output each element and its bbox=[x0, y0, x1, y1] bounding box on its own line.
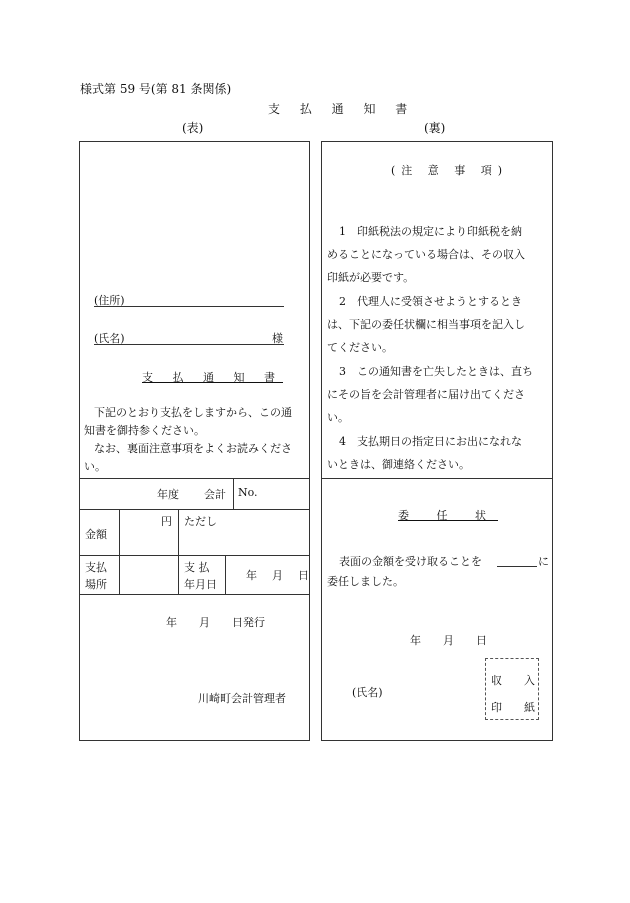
back-label: (裏) bbox=[424, 121, 446, 135]
form-number: 様式第 59 号(第 81 条関係) bbox=[80, 82, 232, 96]
pay-date-ymd: 年 月 日 bbox=[246, 569, 311, 582]
front-inner-title: 支 払 通 知 書 bbox=[142, 371, 283, 384]
poa-title: 委 任 状 bbox=[398, 509, 498, 522]
note4-b: いときは、御連絡ください。 bbox=[327, 458, 470, 471]
note1-b: めることになっている場合は、その収入 bbox=[327, 248, 525, 261]
stamp-text-a: 収 入 bbox=[491, 674, 535, 687]
stamp-text-b: 印 紙 bbox=[491, 701, 535, 714]
pay-place-a: 支払 bbox=[85, 561, 107, 574]
main-title: 支 払 通 知 書 bbox=[268, 102, 416, 116]
issued-date: 年 月 日発行 bbox=[166, 616, 265, 629]
amount-row-top bbox=[79, 509, 310, 510]
poa-text-b: に bbox=[538, 555, 549, 568]
poa-name-label: (氏名) bbox=[352, 686, 383, 699]
pay-date-b: 年月日 bbox=[184, 578, 217, 591]
account-label: 会計 bbox=[204, 488, 226, 501]
front-body-1b: 知書を御持参ください。 bbox=[84, 424, 205, 437]
table-top-line bbox=[79, 478, 310, 479]
pay-date-divider bbox=[225, 555, 226, 594]
note3-c: い。 bbox=[327, 411, 349, 424]
pay-date-a: 支 払 bbox=[184, 561, 210, 574]
poa-text-c: 委任しました。 bbox=[327, 575, 404, 588]
proviso-label: ただし bbox=[184, 515, 217, 528]
no-label: No. bbox=[238, 486, 258, 499]
amount-label: 金額 bbox=[85, 528, 107, 541]
amount-divider-1 bbox=[119, 509, 120, 594]
address-line bbox=[94, 306, 284, 307]
poa-date: 年 月 日 bbox=[410, 634, 487, 647]
no-divider bbox=[233, 478, 234, 509]
note1-a: 1 印紙税法の規定により印紙税を納 bbox=[339, 225, 522, 238]
fiscal-year-label: 年度 bbox=[157, 488, 179, 501]
note2-c: てください。 bbox=[327, 341, 393, 354]
front-body-1a: 下記のとおり支払をしますから、この通 bbox=[94, 406, 292, 419]
note4-a: 4 支払期日の指定日にお出になれな bbox=[339, 435, 522, 448]
note1-c: 印紙が必要です。 bbox=[327, 271, 415, 284]
issuer: 川崎町会計管理者 bbox=[198, 692, 286, 705]
note2-a: 2 代理人に受領させようとするとき bbox=[339, 295, 522, 308]
note3-b: にその旨を会計管理者に届け出てくださ bbox=[327, 388, 525, 401]
poa-blank-line bbox=[497, 566, 537, 567]
address-label: (住所) bbox=[94, 294, 125, 307]
pay-place-b: 場所 bbox=[85, 578, 107, 591]
notes-title: (注 意 事 項) bbox=[391, 164, 509, 177]
honorific: 様 bbox=[272, 332, 283, 345]
front-body-2b: い。 bbox=[84, 460, 106, 473]
name-label: (氏名) bbox=[94, 332, 125, 345]
pay-row-top bbox=[79, 555, 310, 556]
note2-b: は、下記の委任状欄に相当事項を記入し bbox=[327, 318, 525, 331]
note3-a: 3 この通知書を亡失したときは、直ち bbox=[339, 365, 533, 378]
front-body-2a: なお、裏面注意事項をよくお読みくださ bbox=[94, 442, 292, 455]
table-bottom-line bbox=[79, 594, 310, 595]
name-line bbox=[94, 344, 284, 345]
poa-text-a: 表面の金額を受け取ることを bbox=[339, 555, 482, 568]
back-divider bbox=[321, 478, 553, 479]
yen-label: 円 bbox=[161, 515, 172, 528]
amount-divider-2 bbox=[178, 509, 179, 594]
front-label: (表) bbox=[182, 121, 204, 135]
